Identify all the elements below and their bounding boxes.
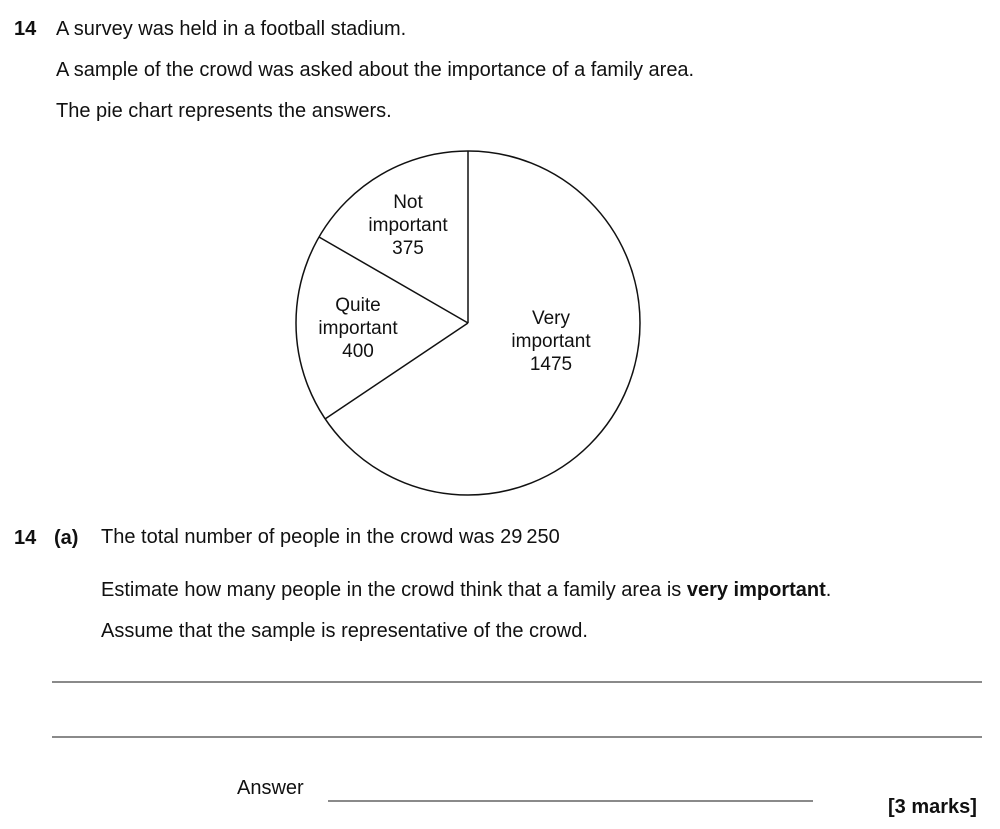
svg-text:375: 375	[392, 238, 424, 259]
question-number: 14	[14, 18, 37, 40]
working-line-1[interactable]	[52, 681, 982, 683]
svg-text:important: important	[511, 331, 591, 352]
part-a-line-2: Estimate how many people in the crowd think that a family area is very important.	[101, 579, 832, 601]
question-line-2: A sample of the crowd was asked about the importance of a family area.	[56, 59, 695, 81]
emphasis-very-important: very important	[686, 579, 826, 601]
part-question-number: 14	[14, 527, 37, 549]
working-line-2[interactable]	[52, 736, 982, 738]
svg-text:important: important	[318, 318, 398, 339]
answer-label: Answer	[237, 777, 304, 799]
question-line-1: A survey was held in a football stadium.	[56, 18, 407, 40]
part-a-line-3: Assume that the sample is representative of the crowd.	[101, 620, 588, 642]
answer-field[interactable]	[328, 776, 813, 802]
marks-label: [3 marks]	[888, 796, 977, 818]
svg-text:Not: Not	[393, 192, 423, 213]
svg-text:Very: Very	[531, 308, 571, 329]
svg-text:Quite: Quite	[335, 295, 381, 316]
svg-text:important: important	[368, 215, 448, 236]
svg-text:1475: 1475	[529, 354, 573, 375]
question-line-3: The pie chart represents the answers.	[56, 100, 392, 122]
svg-text:400: 400	[342, 341, 374, 362]
part-letter: (a)	[54, 527, 79, 549]
part-a-line-1: The total number of people in the crowd was 29 250	[101, 526, 560, 548]
